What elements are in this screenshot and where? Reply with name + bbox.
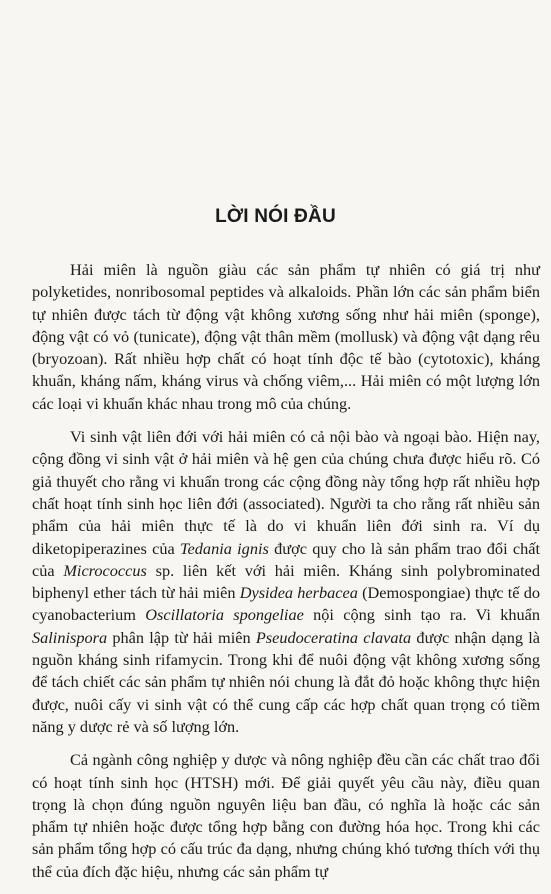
italic-term: Oscillatoria spongeliae (145, 605, 304, 625)
text-run: Vi sinh vật liên đới với hải miên có cả nội bào và ngoại bào. Hiện nay, cộng đồng vi sinh vật ở hải miên và hệ gen của chúng chưa được hiểu rõ. Có giả thuyết cho rằng vi khuẩn trong các cộng đồng này tổng hợp rất nhiều hợp chất hoạt tính sinh học liên đới (associated). Người ta cho rằng rất nhiều sản phẩm của hải miên thực tế là do vi khuẩn liên đới sinh ra. Ví dụ diketopiperazines của (32, 427, 540, 558)
paragraph-2 (32, 426, 540, 738)
text-run: Hải miên là nguồn giàu các sản phẩm tự nhiên có giá trị như polyketides, nonribosomal peptides và alkaloids. Phần lớn các sản phẩm biển tự nhiên được tách từ động vật không xương sống như hải miên (sponge), động vật có vỏ (tunicate), động vật thân mềm (mollusk) và động vật dạng rêu (bryozoan). Rất nhiều hợp chất có hoạt tính độc tế bào (cytotoxic), kháng khuẩn, kháng nấm, kháng virus và chống viêm,... Hải miên có một lượng lớn các loại vi khuẩn khác nhau trong mô của chúng. (32, 260, 540, 413)
text-run: sp. liên kết với hải miên. Kháng sinh polybrominated biphenyl ether tách từ hải miên (32, 560, 540, 603)
italic-term: Pseudoceratina clavata (255, 627, 412, 647)
italic-term: Salinispora (32, 627, 108, 647)
paragraph-3 (32, 749, 540, 883)
text-run: được nhận dạng là nguồn kháng sinh rifamycin. Trong khi để nuôi động vật không xương sống để tách chiết các sản phẩm tự nhiên nói chung là đắt đỏ hoặc không thực hiện được, nuôi cấy vi sinh vật có thể cung cấp các hợp chất quan trọng có tiềm năng y dược rẻ và số lượng lớn. (32, 627, 540, 736)
text-run: nội cộng sinh tạo ra. Vi khuẩn (303, 605, 540, 625)
page-title: LỜI NÓI ĐẦU (215, 206, 336, 227)
text-run: (Demospongiae) thực tế do cyanobacterium (32, 583, 540, 625)
text-run: Cả ngành công nghiệp y dược và nông nghiệp đều cần các chất trao đổi có hoạt tính sinh học (HTSH) mới. Để giải quyết yêu cầu này, điều quan trọng là chọn đúng nguồn nguyên liệu ban đầu, có nghĩa là hoặc các sản phẩm tự nhiên hoặc được tổng hợp bằng con đường hóa học. Trong khi các sản phẩm tổng hợp có cấu trúc đa dạng, nhưng chúng khó tương thích với thụ thể của đích đặc hiệu, nhưng các sản phẩm tự (32, 750, 540, 881)
italic-term: Tedania ignis (180, 538, 269, 558)
text-run: được quy cho là sản phẩm trao đổi chất của (32, 538, 540, 580)
body-text (32, 259, 540, 894)
italic-term: Dysidea herbacea (239, 583, 358, 603)
text-run: phân lập từ hải miên (107, 627, 256, 647)
paragraph-1 (32, 259, 540, 415)
italic-term: Micrococcus (63, 560, 147, 580)
